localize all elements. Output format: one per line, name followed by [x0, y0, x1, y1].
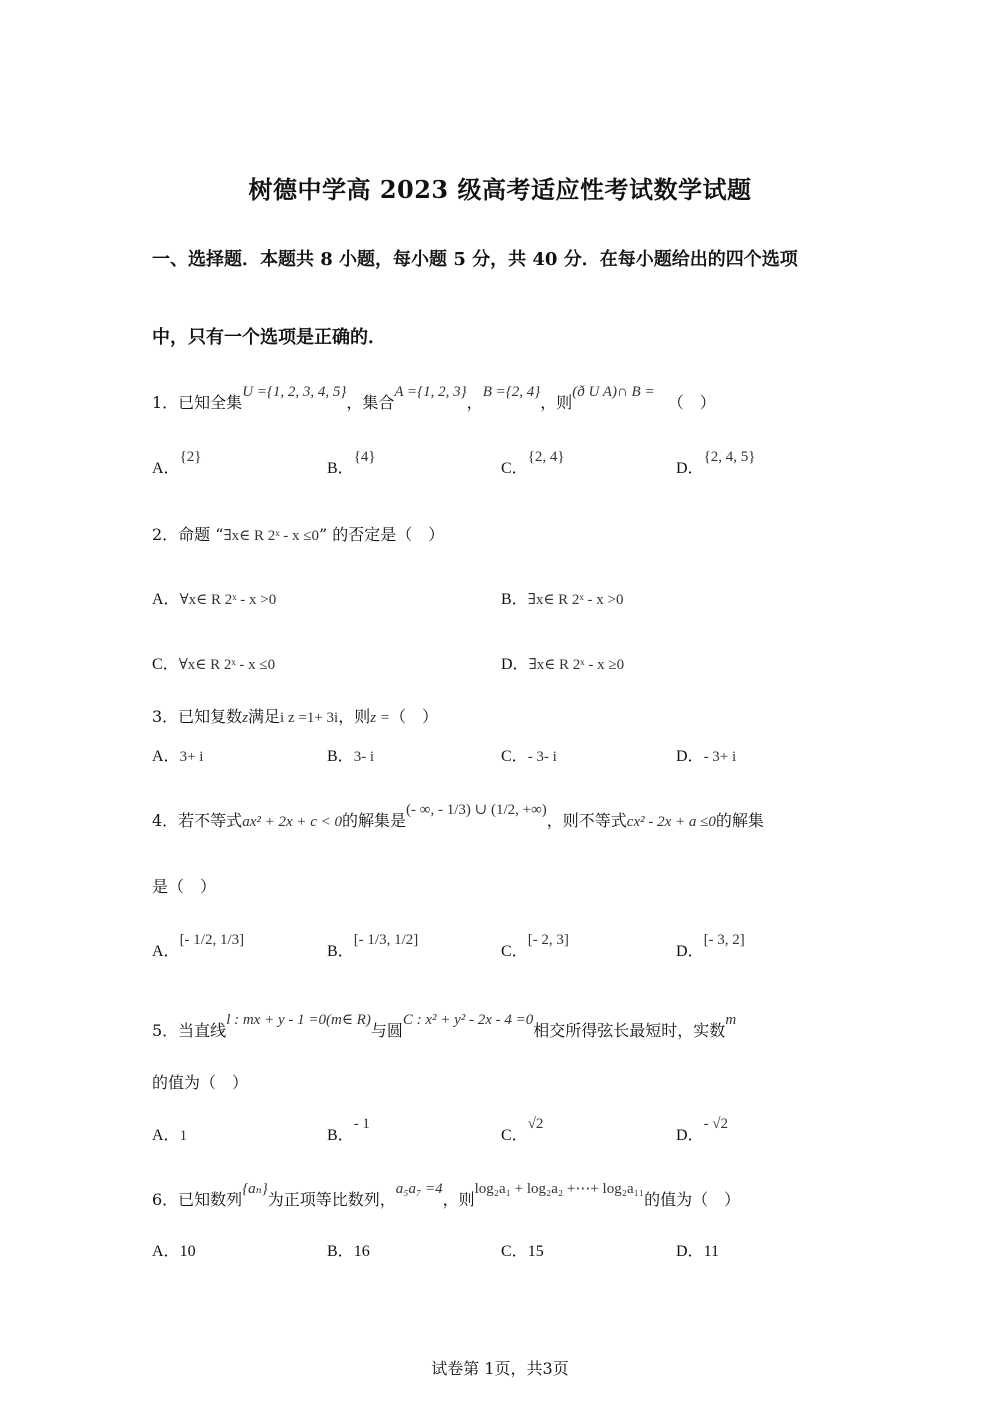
q1-set-u: U ={1, 2, 3, 4, 5}	[242, 384, 347, 400]
q1-set-a: A ={1, 2, 3}	[394, 384, 467, 400]
q2-option-a: A．∀x∈ R 2ˣ - x >0	[152, 591, 277, 608]
q3-option-b: B．3- i	[327, 748, 375, 765]
q1-sep: ，	[466, 393, 483, 412]
q5-mid: 与圆	[370, 1021, 403, 1040]
question-5	[152, 1012, 737, 1041]
q1-mid1: ，集合	[346, 393, 395, 412]
page-footer: 试卷第 1页，共3页	[431, 1359, 569, 1378]
q4-inequality-1: ax² + 2x + c < 0	[242, 814, 343, 830]
q4-inequality-2: cx² - 2x + a ≤0	[626, 814, 716, 830]
q1-prefix: 1．已知全集	[152, 393, 243, 412]
q6-mid2: ，则	[442, 1190, 475, 1209]
q3-prefix: 3．已知复数	[152, 707, 243, 726]
q6-option-c: C．15	[501, 1243, 544, 1260]
question-4	[152, 802, 764, 831]
q2-option-b: B．∃x∈ R 2ˣ - x >0	[501, 591, 624, 608]
q5-prefix: 5．当直线	[152, 1021, 227, 1040]
q1-answer-paren: （ ）	[667, 393, 716, 412]
q4-suffix: 的解集	[715, 811, 764, 830]
q1-option-b: B．{4}	[327, 449, 376, 477]
q4-option-c: C．[- 2, 3]	[501, 932, 569, 960]
q3-mid2: ，则	[338, 707, 371, 726]
q5-option-d: D．- √2	[676, 1116, 729, 1144]
q5-option-b: B．- 1	[327, 1116, 370, 1144]
q2-option-c: C．∀x∈ R 2ˣ - x ≤0	[152, 656, 276, 673]
q3-variable-z: z	[242, 710, 249, 726]
page-title: 树德中学高 2023 级高考适应性考试数学试题	[248, 175, 752, 204]
q6-option-b: B．16	[327, 1243, 370, 1260]
q6-option-d: D．11	[676, 1243, 719, 1260]
q1-mid2: ，则	[540, 393, 573, 412]
q2-suffix: ” 的否定是（ ）	[319, 525, 445, 544]
q6-condition: a₅a₇ =4	[395, 1181, 443, 1197]
q5-circle-equation: C : x² + y² - 2x - 4 =0	[402, 1012, 534, 1028]
q3-equation: i z =1+ 3i	[280, 710, 339, 726]
question-1	[152, 384, 716, 413]
q5-option-c: C．√2	[501, 1116, 544, 1144]
q2-prefix: 2．命题 “	[152, 525, 224, 544]
q1-set-b: B ={2, 4}	[482, 384, 541, 400]
question-2	[152, 522, 444, 545]
q6-suffix: 的值为（ ）	[644, 1190, 741, 1209]
q1-option-a: A．{2}	[152, 449, 202, 477]
q4-solution-set: (- ∞, - 1/3) ∪ (1/2, +∞)	[406, 802, 547, 818]
question-3	[152, 704, 438, 727]
q6-log-sum: log₂a₁ + log₂a₂ +⋯+ log₂a₁₁	[474, 1181, 645, 1197]
q2-expression: ∃x∈ R 2ˣ - x ≤0	[223, 528, 320, 544]
q5-line-equation: l : mx + y - 1 =0(m∈ R)	[226, 1012, 371, 1028]
q1-option-d: D．{2, 4, 5}	[676, 449, 756, 477]
question-6	[152, 1181, 741, 1210]
q4-option-b: B．[- 1/3, 1/2]	[327, 932, 419, 960]
q5-variable-m: m	[725, 1012, 737, 1028]
q5-line2: 的值为（ ）	[152, 1073, 249, 1092]
q4-prefix: 4．若不等式	[152, 811, 243, 830]
q6-sequence: {aₙ}	[242, 1181, 268, 1197]
q3-option-d: D．- 3+ i	[676, 748, 737, 765]
q5-option-a: A．1	[152, 1127, 188, 1144]
q3-z-equals: z =	[370, 710, 390, 726]
q3-option-a: A．3+ i	[152, 748, 204, 765]
q6-prefix: 6．已知数列	[152, 1190, 243, 1209]
q2-option-d: D．∃x∈ R 2ˣ - x ≥0	[501, 656, 625, 673]
q4-line2: 是（ ）	[152, 877, 217, 896]
q5-suffix: 相交所得弦长最短时，实数	[533, 1021, 726, 1040]
q6-mid: 为正项等比数列，	[267, 1190, 396, 1209]
q3-mid: 满足	[248, 707, 281, 726]
q3-answer-paren: （ ）	[389, 707, 438, 726]
q4-option-a: A．[- 1/2, 1/3]	[152, 932, 245, 960]
section-heading-line1: 一、选择题．本题共 8 小题，每小题 5 分，共 40 分．在每小题给出的四个选项	[152, 249, 798, 270]
q1-option-c: C．{2, 4}	[501, 449, 565, 477]
q4-mid: 的解集是	[342, 811, 407, 830]
q6-option-a: A．10	[152, 1243, 196, 1260]
q3-option-c: C．- 3- i	[501, 748, 557, 765]
q1-expression: (ð U A)∩ B =	[572, 384, 655, 400]
q4-option-d: D．[- 3, 2]	[676, 932, 745, 960]
q4-mid2: ，则不等式	[546, 811, 627, 830]
section-heading-line2: 中，只有一个选项是正确的．	[152, 327, 386, 348]
